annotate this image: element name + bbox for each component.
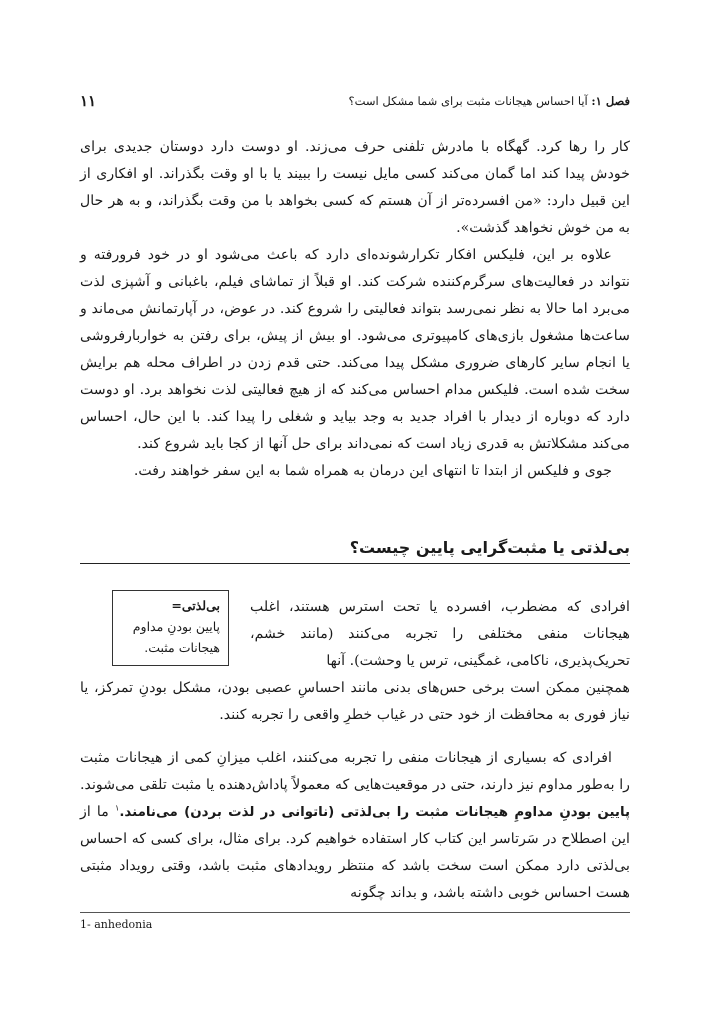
text-after-bold: ما از این اصطلاح در سَرتاسر این کتاب کار استفاده خواهیم کرد. برای مثال، برای کسی که احساس بی‌لذتی دارد ممکن است سخت باشد که منتظر رویدادهای مثبت باشد، وقتی رویداد مثبتی هست احساس خوبی داشته باشد، و بداند چگونه — [80, 804, 630, 901]
definition-text: پایین بودنِ مداوم هیجانات مثبت. — [132, 619, 220, 655]
paragraph — [80, 745, 630, 907]
definition-paragraph — [80, 745, 630, 907]
chapter-title: آیا احساس هیجانات مثبت برای شما مشکل است؟ — [348, 94, 588, 108]
intro-text — [80, 134, 630, 485]
text-before-bold: افرادی که بسیاری از هیجانات منفی را تجربه می‌کنند، اغلب میزانِ کمی از هیجانات مثبت را به‌طور مداوم نیز دارند، حتی در موقعیت‌هایی که معمولاً پاداش‌دهنده یا مثبت تلقی می‌شوند. — [80, 750, 630, 793]
running-header — [80, 92, 630, 114]
section-text-wrapped — [250, 594, 630, 675]
paragraph: کار را رها کرد. گهگاه با مادرش تلفنی حرف می‌زند. او دوست دارد دوستان جدیدی برای خودش پیدا کند اما گمان می‌کند کسی مایل نیست را ببیند یا با او وقت بگذراند. او افکاری از این قبیل دارد: «من افسرده‌تر از آن هستم که کسی بخواهد با من وقت بگذراند، و به هر حال به من خوش نخواهد گذشت». — [80, 139, 630, 236]
page-number: ۱۱ — [80, 92, 97, 110]
chapter-header — [349, 94, 631, 108]
paragraph: جوی و فلیکس از ابتدا تا انتهای این درمان به همراه شما به این سفر خواهند رفت. — [133, 463, 612, 479]
chapter-label: فصل ۱: — [591, 94, 630, 108]
paragraph: علاوه بر این، فلیکس افکار تکرارشونده‌ای دارد که باعث می‌شود او در خود فرورفته و نتواند در فعالیت‌های سرگرم‌کننده شرکت کند. او قبلاً از تماشای فیلم، باغبانی و آشپزی لذت می‌برد اما حالا به نظر نمی‌رسد بتواند فعالیتی را شروع کند. در عوض، در آپارتمانش می‌ماند و ساعت‌ها مشغول بازی‌های کامپیوتری می‌شود. او بیش از پیش، برای رفتن به خواربارفروشی یا انجام سایر کارهای ضروری مشکل پیدا می‌کند. حتی قدم زدن در اطراف محله هم برایش سخت شده است. فلیکس مدام احساس می‌کند که از هیچ فعالیتی لذت نخواهد برد. او دوست دارد که دوباره از دیدار با افراد جدید به وجد بیاید و شغلی را پیدا کند. با این حال، احساس می‌کند مشکلاتش به قدری زیاد است که نمی‌داند برای حل آنها از کجا باید شروع کند. — [80, 247, 630, 452]
bold-definition: پایین بودنِ مداومِ هیجانات مثبت را بی‌لذتی (ناتوانی در لذت بردن) می‌نامند. — [119, 805, 630, 820]
section-text — [80, 675, 630, 729]
footnote-divider — [80, 912, 630, 913]
definition-box — [112, 590, 229, 666]
paragraph: افرادی که مضطرب، افسرده یا تحت استرس هستند، اغلب هیجانات منفی مختلفی را تجربه می‌کنند (مانند خشم، تحریک‌پذیری، ناکامی، غمگینی، ترس یا وحشت). آنها — [250, 599, 630, 669]
section-heading: بی‌لذتی یا مثبت‌گرایی پایین چیست؟ — [349, 538, 630, 557]
definition-term: بی‌لذتی= — [171, 598, 220, 613]
footnote-mark[interactable]: ۱ — [115, 803, 120, 813]
section-divider — [80, 563, 630, 564]
footnote: 1- anhedonia — [80, 918, 153, 931]
paragraph: همچنین ممکن است برخی حس‌های بدنی مانند احساسِ عصبی بودن، مشکل بودنِ تمرکز، یا نیاز فوری به محافظت از خود حتی در غیاب خطرِ واقعی را تجربه کنند. — [80, 680, 630, 723]
